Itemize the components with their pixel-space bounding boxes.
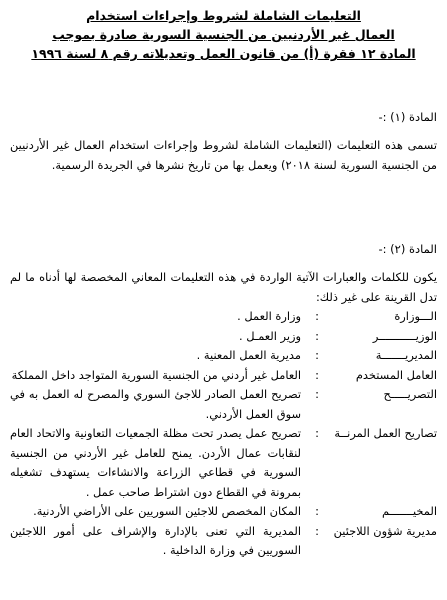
definition-separator: :	[315, 387, 319, 401]
definition-separator: :	[315, 328, 319, 343]
definition-row	[10, 502, 437, 522]
definitions-list	[10, 307, 437, 561]
header-line-2: العمال غير الأردنيين من الجنسية السورية صادرة بموجب	[52, 27, 395, 42]
definition-term: مديرية شؤون اللاجئين	[333, 523, 437, 538]
definition-term: الـــوزارة	[394, 309, 437, 323]
definition-separator: :	[315, 523, 319, 538]
definition-text: تصريح العمل الصادر للاجئ السوري والمصرح له العمل به في سوق العمل الأردني.	[10, 387, 301, 421]
definition-term: العامل المستخدم	[355, 367, 437, 382]
definition-row	[10, 307, 437, 327]
definition-text: مديرية العمل المعنية .	[196, 348, 301, 362]
definition-text: وزير العمـل .	[239, 328, 301, 343]
definition-separator: :	[315, 309, 319, 323]
article-2	[10, 241, 437, 561]
article-1-title: المادة (١) :-	[378, 110, 437, 124]
article-1	[10, 109, 437, 175]
definition-row	[10, 385, 437, 424]
article-2-intro: يكون للكلمات والعبارات الآتية الواردة في هذه التعليمات المعاني المخصصة لها أدناه ما لم تدل القرينة على غير ذلك:	[10, 270, 437, 304]
definition-row	[10, 346, 437, 366]
definition-term: الوزيـــــــــــر	[372, 328, 437, 343]
definition-row	[10, 522, 437, 561]
definition-row	[10, 424, 437, 502]
definition-separator: :	[315, 426, 319, 440]
definition-row	[10, 327, 437, 347]
definition-separator: :	[315, 348, 319, 362]
definition-term: تصاريح العمل المرنــة	[334, 426, 437, 440]
definition-separator: :	[315, 504, 319, 518]
header-line-3: المادة ١٢ فقرة (أ) من قانون العمل وتعديلاته رقم ٨ لسنة ١٩٩٦	[31, 46, 416, 61]
definition-text: العامل غير أردني من الجنسية السورية المتواجد داخل المملكة	[11, 367, 301, 382]
document-header	[10, 6, 437, 63]
article-1-body: تسمى هذه التعليمات (التعليمات الشاملة لشروط وإجراءات استخدام العمال غير الأردنيين من الجنسية السورية لسنة ٢٠١٨) ويعمل بها من تاريخ نشرها في الجريدة الرسمية.	[10, 138, 437, 172]
definition-text: المديرية التي تعنى بالإدارة والإشراف على أمور اللاجئين السوريين في وزارة الداخلية .	[10, 523, 301, 557]
definition-text: المكان المخصص للاجئين السوريين على الأراضي الأردنية.	[33, 504, 301, 518]
definition-term: المخيـــــــم	[382, 504, 437, 518]
definition-term: التصريـــــح	[383, 387, 437, 401]
definition-separator: :	[315, 367, 319, 382]
definition-term: المديريـــــــة	[375, 348, 437, 362]
definition-text: تصريح عمل يصدر تحت مظلة الجمعيات التعاونية والاتحاد العام لنقابات عمال الأردن. يمنح للعامل غير الأردني من الجنسية السورية في قطاعي الزراعة والانشاءات يستهدف تشغيله بمرونة في القطاع دون اشتراط صاحب عمل .	[10, 426, 301, 499]
article-2-title: المادة (٢) :-	[378, 242, 437, 256]
header-line-1: التعليمات الشاملة لشروط وإجراءات استخدام	[86, 8, 361, 23]
definition-text: وزارة العمل .	[237, 309, 301, 323]
definition-row	[10, 366, 437, 386]
